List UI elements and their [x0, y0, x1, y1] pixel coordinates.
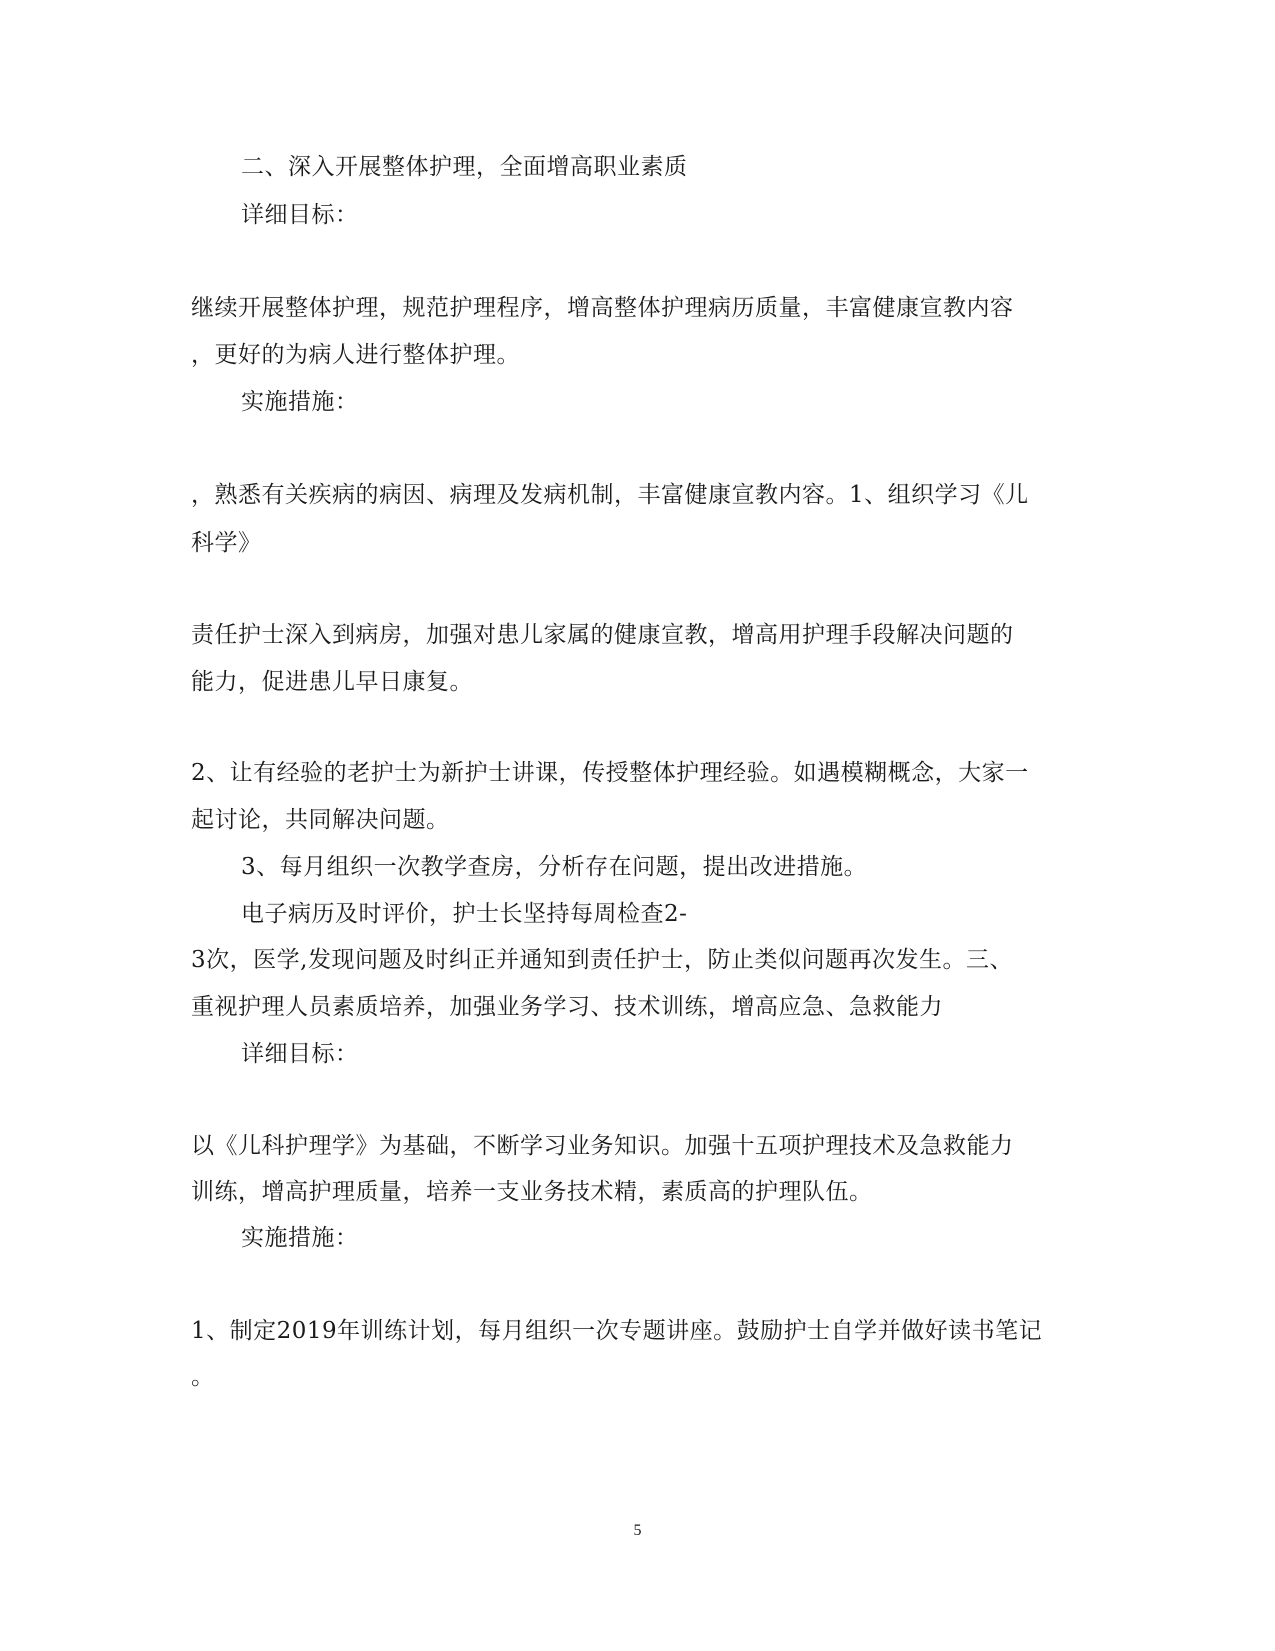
paragraph-line: 起讨论，共同解决问题。: [191, 807, 450, 833]
page-number: 5: [633, 1522, 642, 1539]
paragraph-line: 训练，增高护理质量，培养一支业务技术精，素质高的护理队伍。: [191, 1179, 873, 1205]
paragraph-line: 继续开展整体护理，规范护理程序，增高整体护理病历质量，丰富健康宣教内容: [191, 295, 1014, 321]
paragraph-line: 能力，促进患儿早日康复。: [191, 669, 473, 695]
paragraph-line: 3次，医学,发现问题及时纠正并通知到责任护士，防止类似问题再次发生。三、: [191, 947, 1013, 973]
paragraph-line: 。: [191, 1364, 215, 1390]
subheading: 详细目标：: [241, 202, 359, 228]
section-heading: 重视护理人员素质培养，加强业务学习、技术训练，增高应急、急救能力: [191, 994, 943, 1020]
subheading: 实施措施：: [241, 389, 359, 415]
paragraph-line: 2、让有经验的老护士为新护士讲课，传授整体护理经验。如遇模糊概念，大家一: [191, 760, 1029, 786]
paragraph-line: 科学》: [191, 530, 262, 556]
paragraph-line: ，熟悉有关疾病的病因、病理及发病机制，丰富健康宣教内容。1、组织学习《儿: [191, 482, 1029, 508]
paragraph-line: ，更好的为病人进行整体护理。: [191, 342, 520, 368]
paragraph-line: 3、每月组织一次教学查房，分析存在问题，提出改进措施。: [241, 854, 868, 880]
subheading: 实施措施：: [241, 1225, 359, 1251]
paragraph-line: 电子病历及时评价，护士长坚持每周检查2-: [241, 901, 688, 927]
section-heading: 二、深入开展整体护理，全面增高职业素质: [241, 154, 688, 180]
paragraph-line: 以《儿科护理学》为基础，不断学习业务知识。加强十五项护理技术及急救能力: [191, 1133, 1014, 1159]
paragraph-line: 责任护士深入到病房，加强对患儿家属的健康宣教，增高用护理手段解决问题的: [191, 622, 1014, 648]
subheading: 详细目标：: [241, 1041, 359, 1067]
paragraph-line: 1、制定2019年训练计划，每月组织一次专题讲座。鼓励护士自学并做好读书笔记: [191, 1318, 1043, 1344]
